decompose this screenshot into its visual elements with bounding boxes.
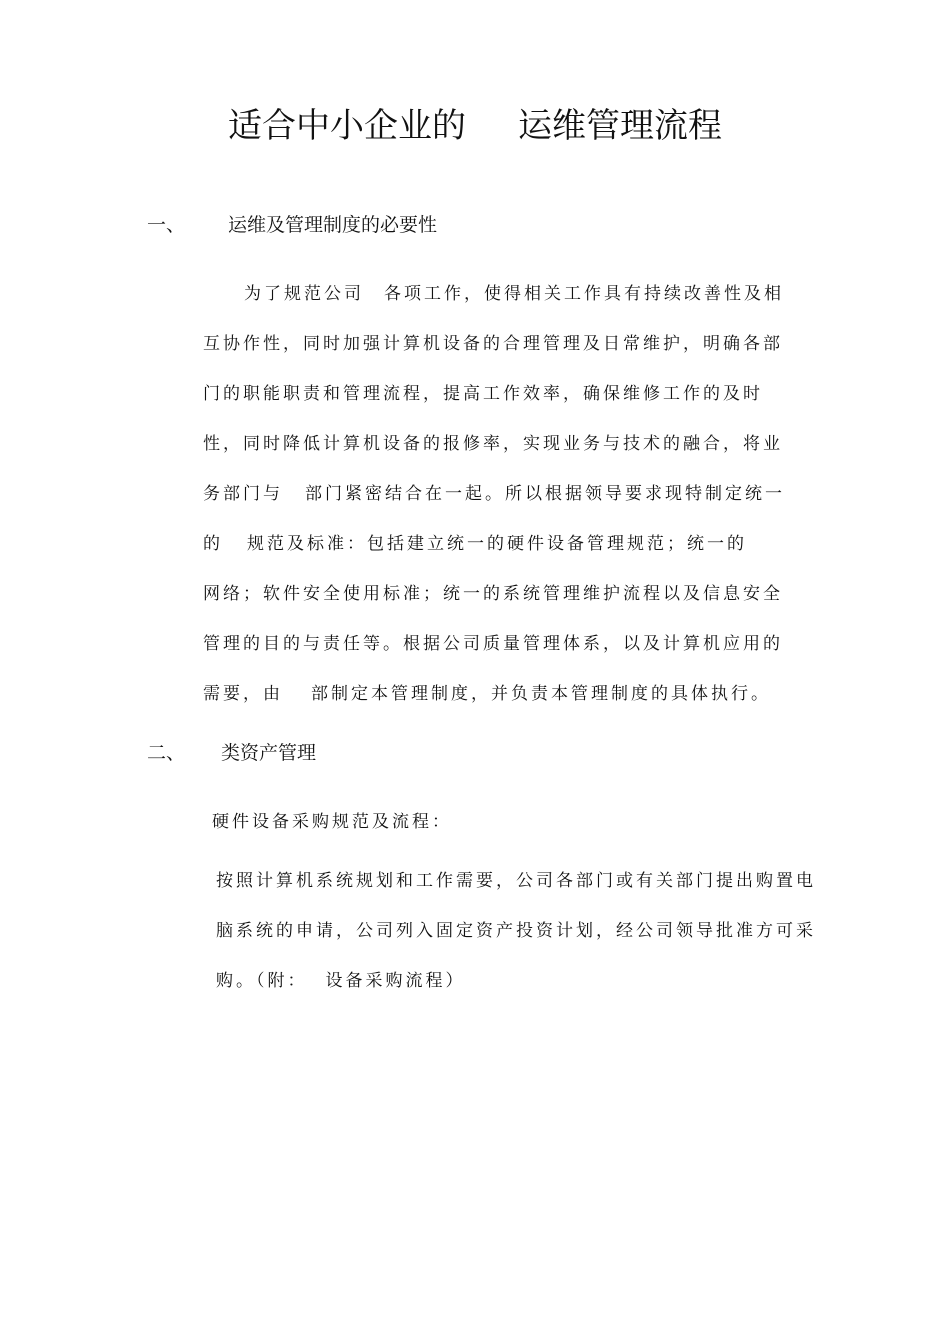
paragraph-line: 的 规范及标准：包括建立统一的硬件设备管理规范；统一的 <box>203 534 747 554</box>
paragraph-line: 门的职能职责和管理流程，提高工作效率，确保维修工作的及时 <box>203 384 763 404</box>
paragraph-line: 网络；软件安全使用标准；统一的系统管理维护流程以及信息安全 <box>203 584 783 604</box>
section-1-title: 运维及管理制度的必要性 <box>228 214 438 236</box>
section-2-title: 类资产管理 <box>221 742 317 764</box>
title-part-1: 适合中小企业的 <box>228 106 466 146</box>
paragraph-line: 脑系统的申请，公司列入固定资产投资计划，经公司领导批准方可采 <box>216 921 816 941</box>
section-1-number: 一、 <box>147 214 186 236</box>
paragraph-line: 需要，由 部制定本管理制度，并负责本管理制度的具体执行。 <box>203 684 771 704</box>
section-2-subheading: 硬件设备采购规范及流程： <box>212 812 452 832</box>
paragraph-line: 按照计算机系统规划和工作需要，公司各部门或有关部门提出购置电 <box>216 871 816 891</box>
title-part-2: 运维管理流程 <box>518 106 722 146</box>
section-2-number: 二、 <box>147 742 186 764</box>
paragraph-line: 务部门与 部门紧密结合在一起。所以根据领导要求现特制定统一 <box>203 484 785 504</box>
paragraph-line: 互协作性，同时加强计算机设备的合理管理及日常维护，明确各部 <box>203 334 783 354</box>
paragraph-line: 为了规范公司 各项工作，使得相关工作具有持续改善性及相 <box>244 284 784 304</box>
paragraph-line: 管理的目的与责任等。根据公司质量管理体系，以及计算机应用的 <box>203 634 783 654</box>
document-title <box>0 98 950 147</box>
paragraph-line: 性，同时降低计算机设备的报修率，实现业务与技术的融合，将业 <box>203 434 783 454</box>
paragraph-line: 购。（附： 设备采购流程） <box>216 971 466 991</box>
